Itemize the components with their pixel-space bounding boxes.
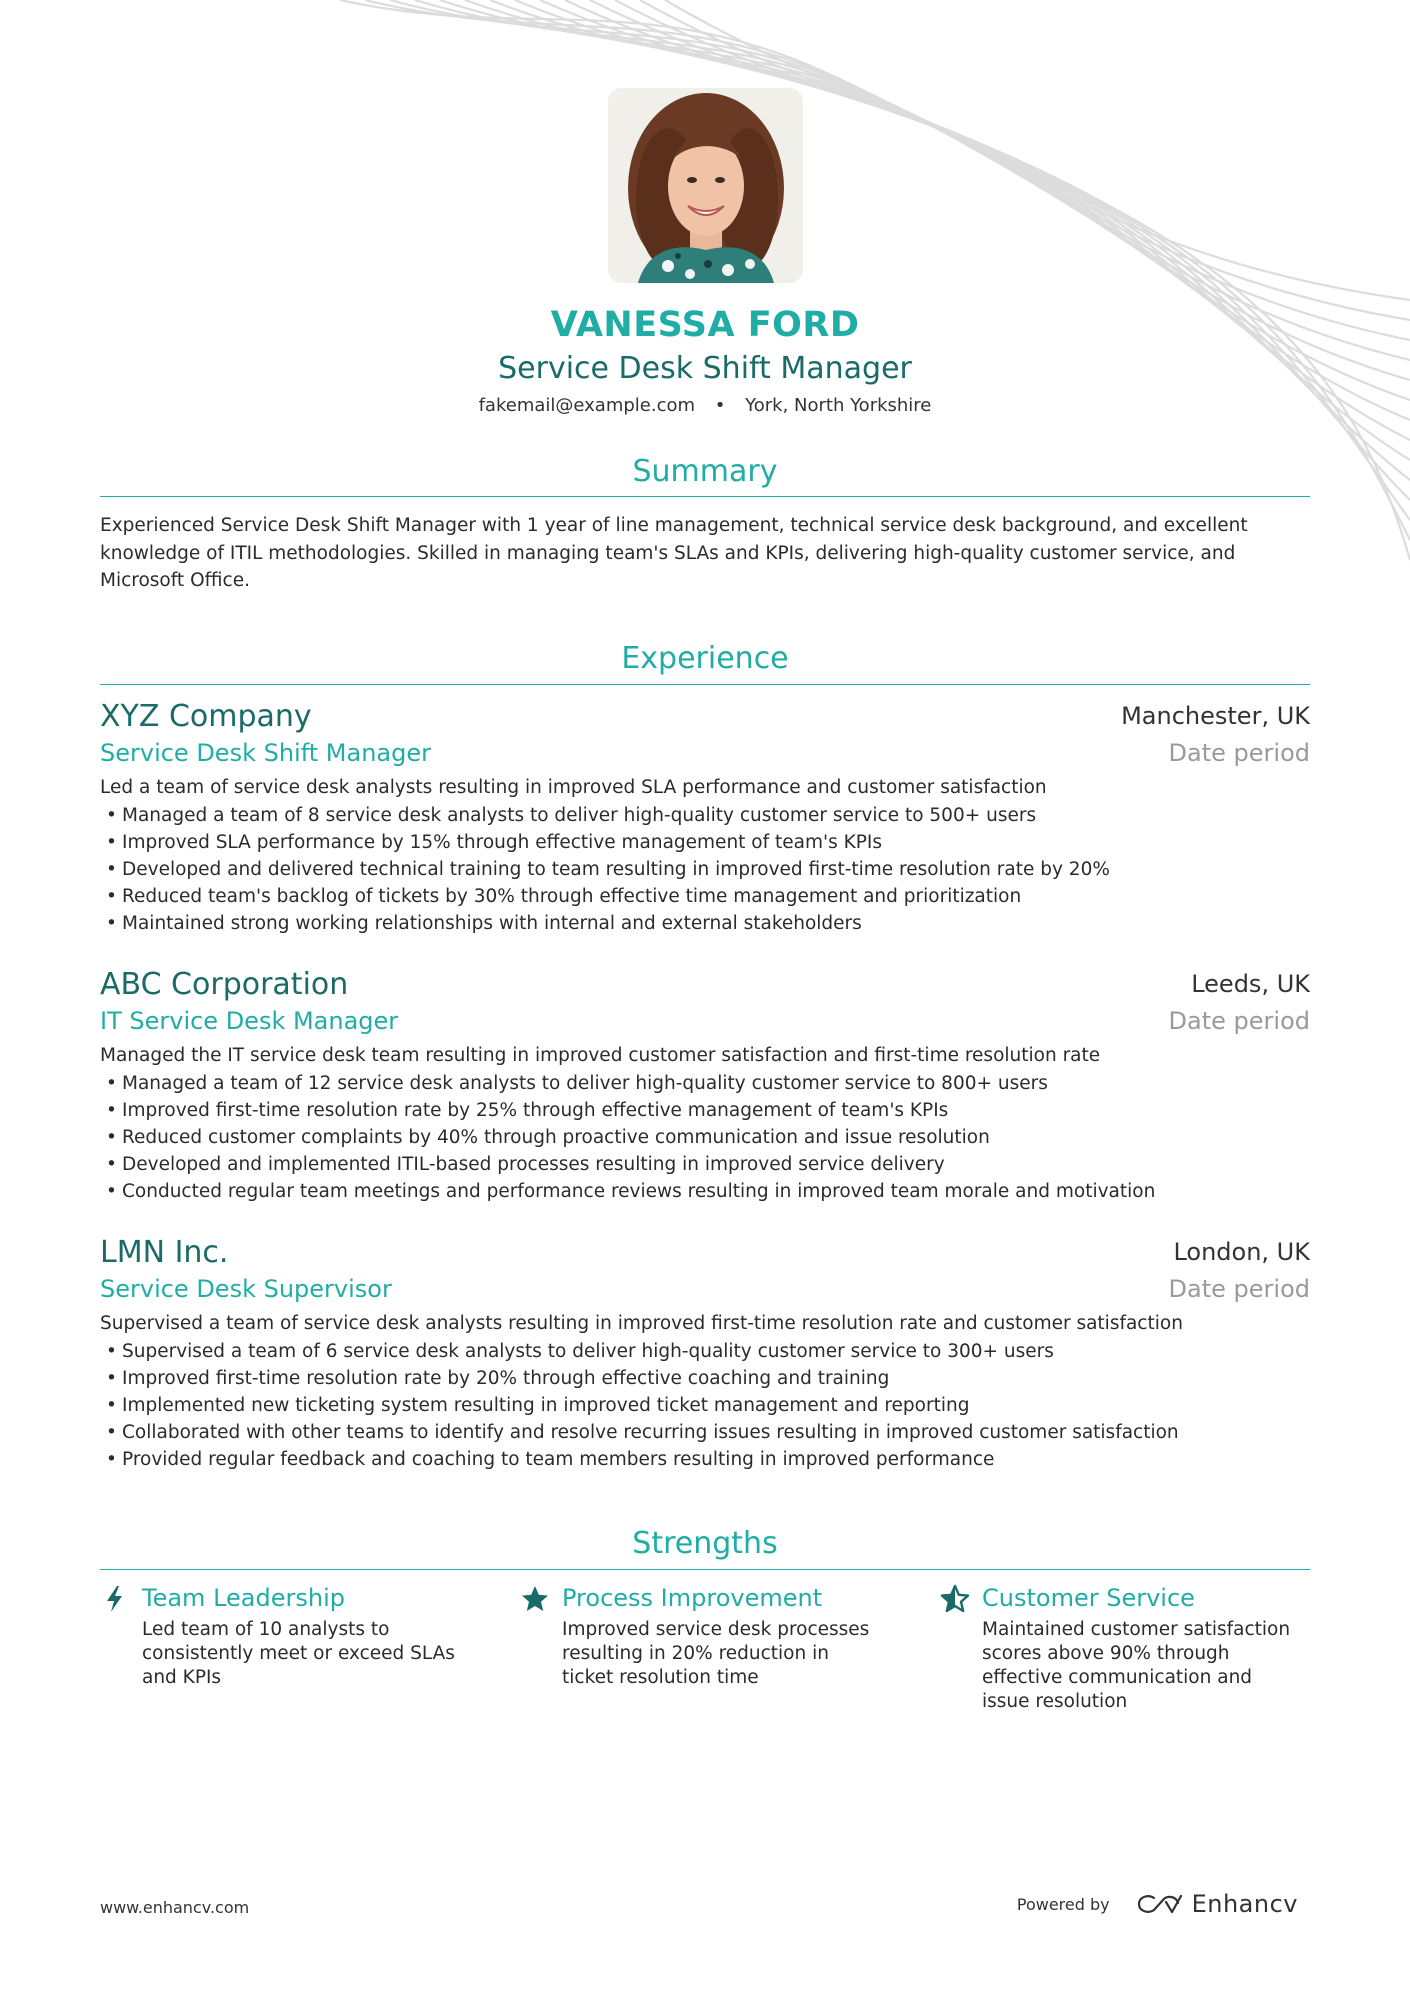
job-entry bbox=[100, 966, 1310, 1216]
strength-title: Customer Service bbox=[982, 1584, 1195, 1612]
job-role: Service Desk Shift Manager bbox=[100, 739, 431, 767]
bullet-icon: • bbox=[106, 1368, 117, 1389]
strength-description: Led team of 10 analysts to consistently meet or exceed SLAs and KPIs bbox=[142, 1619, 455, 1688]
resume-header bbox=[0, 300, 1410, 420]
strength-description: Improved service desk processes resulting in 20% reduction in ticket resolution time bbox=[562, 1619, 870, 1688]
job-description: Managed the IT service desk team resulting in improved customer satisfaction and first-time resolution rate bbox=[100, 1045, 1101, 1066]
strength-description: Maintained customer satisfaction scores above 90% through effective communication and issue resolution bbox=[982, 1619, 1291, 1712]
job-bullet: • Conducted regular team meetings and performance reviews resulting in improved team morale and motivation bbox=[100, 1178, 1310, 1205]
job-bullets bbox=[100, 1070, 1310, 1205]
half-star-icon bbox=[940, 1584, 970, 1614]
bullet-icon: • bbox=[106, 805, 117, 826]
strength-title: Team Leadership bbox=[142, 1584, 345, 1612]
job-bullet: • Managed a team of 12 service desk analysts to deliver high-quality customer service to 800+ users bbox=[100, 1070, 1310, 1097]
job-description: Led a team of service desk analysts resulting in improved SLA performance and customer satisfaction bbox=[100, 777, 1047, 798]
job-company: LMN Inc. bbox=[100, 1235, 229, 1270]
experience-heading: Experience bbox=[621, 641, 789, 676]
bullet-icon: • bbox=[106, 1100, 117, 1121]
bullet-icon: • bbox=[106, 1449, 117, 1470]
email[interactable]: fakemail@example.com bbox=[478, 395, 696, 416]
job-location: London, UK bbox=[1173, 1238, 1310, 1266]
job-bullet: • Collaborated with other teams to identify and resolve recurring issues resulting in improved customer satisfaction bbox=[100, 1419, 1310, 1446]
job-bullets bbox=[100, 1338, 1310, 1473]
job-location: Leeds, UK bbox=[1191, 970, 1310, 998]
job-bullet: • Reduced team's backlog of tickets by 30% through effective time management and prioritization bbox=[100, 883, 1310, 910]
bullet-icon: • bbox=[106, 1395, 117, 1416]
location: York, North Yorkshire bbox=[745, 395, 932, 416]
bullet-icon: • bbox=[106, 886, 117, 907]
bullet-icon: • bbox=[106, 832, 117, 853]
job-description: Supervised a team of service desk analysts resulting in improved first-time resolution rate and customer satisfaction bbox=[100, 1313, 1183, 1334]
strength-title: Process Improvement bbox=[562, 1584, 823, 1612]
job-bullet: • Improved first-time resolution rate by 25% through effective management of team's KPIs bbox=[100, 1097, 1310, 1124]
job-bullet: • Implemented new ticketing system resulting in improved ticket management and reporting bbox=[100, 1392, 1310, 1419]
job-bullet: • Managed a team of 8 service desk analysts to deliver high-quality customer service to 500+ users bbox=[100, 802, 1310, 829]
job-entry bbox=[100, 1234, 1310, 1484]
bullet-icon: • bbox=[106, 913, 117, 934]
job-bullet: • Maintained strong working relationships with internal and external stakeholders bbox=[100, 910, 1310, 937]
bullet-icon: • bbox=[106, 1341, 117, 1362]
job-period: Date period bbox=[1168, 1007, 1310, 1035]
strengths-heading: Strengths bbox=[632, 1526, 778, 1561]
job-company: XYZ Company bbox=[100, 699, 312, 734]
footer-website[interactable]: www.enhancv.com bbox=[100, 1898, 250, 1917]
job-bullet: • Supervised a team of 6 service desk analysts to deliver high-quality customer service to 300+ users bbox=[100, 1338, 1310, 1365]
brand-name[interactable]: Enhancv bbox=[1191, 1890, 1298, 1918]
bullet-icon: • bbox=[106, 1422, 117, 1443]
profile-photo bbox=[608, 88, 803, 283]
job-entry bbox=[100, 698, 1310, 948]
job-role: IT Service Desk Manager bbox=[100, 1007, 399, 1035]
contact-separator: • bbox=[714, 395, 726, 416]
job-bullet: • Provided regular feedback and coaching to team members resulting in improved performance bbox=[100, 1446, 1310, 1473]
job-bullet: • Improved SLA performance by 15% through effective management of team's KPIs bbox=[100, 829, 1310, 856]
job-bullet: • Developed and implemented ITIL-based processes resulting in improved service delivery bbox=[100, 1151, 1310, 1178]
candidate-name: VANESSA FORD bbox=[550, 305, 860, 345]
star-icon bbox=[520, 1584, 550, 1614]
bullet-icon: • bbox=[106, 1181, 117, 1202]
strengths-divider bbox=[100, 1569, 1310, 1570]
experience-divider bbox=[100, 684, 1310, 685]
job-bullet: • Developed and delivered technical training to team resulting in improved first-time resolution rate by 20% bbox=[100, 856, 1310, 883]
lightning-icon bbox=[100, 1584, 130, 1614]
job-period: Date period bbox=[1168, 1275, 1310, 1303]
bullet-icon: • bbox=[106, 1154, 117, 1175]
job-company: ABC Corporation bbox=[100, 967, 349, 1002]
job-bullet: • Reduced customer complaints by 40% through proactive communication and issue resolution bbox=[100, 1124, 1310, 1151]
bullet-icon: • bbox=[106, 1073, 117, 1094]
candidate-title: Service Desk Shift Manager bbox=[498, 351, 912, 386]
summary-heading: Summary bbox=[632, 454, 778, 489]
enhancv-logo-icon bbox=[1136, 1892, 1184, 1916]
job-location: Manchester, UK bbox=[1121, 702, 1310, 730]
summary-divider bbox=[100, 496, 1310, 497]
footer-branding bbox=[1017, 1890, 1298, 1918]
job-bullets bbox=[100, 802, 1310, 937]
job-bullet: • Improved first-time resolution rate by 20% through effective coaching and training bbox=[100, 1365, 1310, 1392]
bullet-icon: • bbox=[106, 859, 117, 880]
job-role: Service Desk Supervisor bbox=[100, 1275, 392, 1303]
powered-by-label: Powered by bbox=[1016, 1894, 1110, 1914]
job-period: Date period bbox=[1168, 739, 1310, 767]
summary-text: Experienced Service Desk Shift Manager with 1 year of line management, technical service desk background, and excellent knowledge of ITIL methodologies. Skilled in managing team's SLAs and KPIs, delivering high-quality customer service, and Microsoft Office. bbox=[100, 515, 1248, 591]
bullet-icon: • bbox=[106, 1127, 117, 1148]
contact-line bbox=[0, 392, 1410, 420]
